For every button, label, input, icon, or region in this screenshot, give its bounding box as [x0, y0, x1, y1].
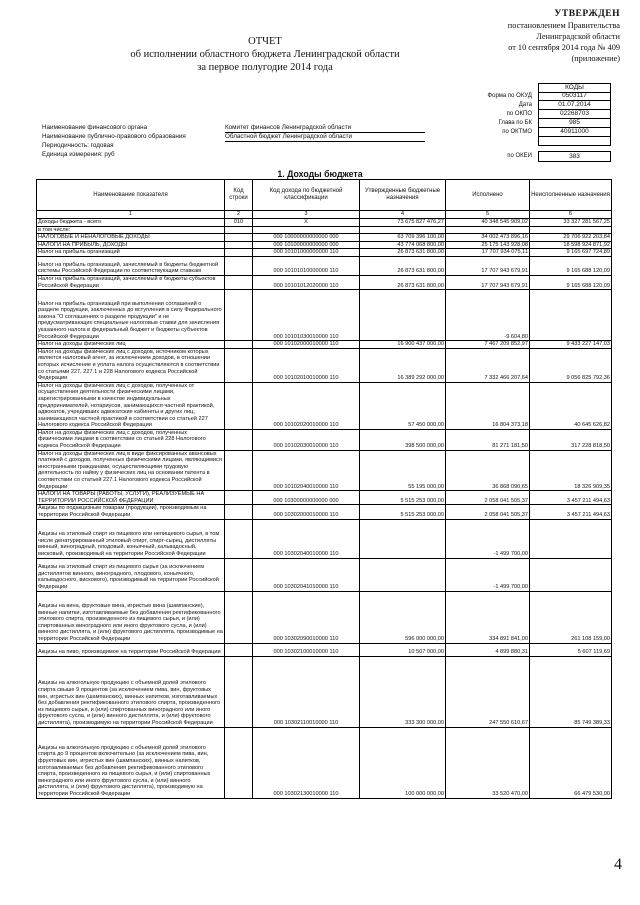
row-done: 7 467 209 852,97	[446, 341, 530, 349]
row-line-code	[225, 341, 253, 349]
table-row	[37, 591, 612, 643]
header-name: Наименование показателя	[37, 180, 225, 211]
row-left: 40 645 626,82	[530, 382, 612, 429]
row-line-code	[225, 249, 253, 257]
codes-value: 02268703	[538, 110, 611, 119]
row-done	[446, 226, 530, 234]
row-approved: 16 389 292 000,00	[360, 348, 446, 382]
row-income-code: 000 10102010010000 110	[253, 348, 360, 382]
section-title: 1. Доходы бюджета	[277, 169, 363, 179]
row-income-code: 000 10302041010000 110	[253, 558, 360, 591]
row-line-code	[225, 491, 253, 505]
header-left: Неисполненные назначения	[530, 180, 612, 211]
row-line-code	[225, 241, 253, 249]
row-done: -1 499 700,00	[446, 558, 530, 591]
table-row	[37, 382, 612, 429]
table-row	[37, 275, 612, 289]
row-done: 2 058 041 505,37	[446, 505, 530, 519]
table-row	[37, 234, 612, 242]
table-row	[37, 558, 612, 591]
row-done: 4 899 880,31	[446, 643, 530, 656]
row-left: 5 607 119,69	[530, 643, 612, 656]
row-approved: 63 709 396 100,00	[360, 234, 446, 242]
row-done: -9 604,80	[446, 290, 530, 341]
title-line1: ОТЧЕТ	[248, 36, 282, 47]
row-name: Доходы бюджета - всего	[37, 219, 225, 227]
row-done: 36 868 090,65	[446, 450, 530, 491]
income-table	[36, 179, 612, 799]
table-row	[37, 519, 612, 558]
row-left: 18 326 909,35	[530, 450, 612, 491]
header-income-code: Код дохода по бюджетной классификации	[253, 180, 360, 211]
row-approved: 100 000 000,00	[360, 727, 446, 798]
table-header-row	[37, 180, 612, 211]
row-done: -1 499 700,00	[446, 519, 530, 558]
approval-line3: от 10 сентября 2014 года № 409	[508, 43, 620, 52]
table-row	[37, 429, 612, 450]
row-name: Налог на доходы физических лиц с доходов, полученных физическими лицами в соответствии со статьей 228 Налогового кодекса Российской Федерации	[37, 429, 225, 450]
header-done: Исполнено	[446, 180, 530, 211]
row-done: 17 707 934 075,11	[446, 249, 530, 257]
unit-label: Единица измерения: руб	[42, 151, 115, 158]
okei-value: 383	[538, 151, 611, 162]
codes-label: по ОКТМО	[502, 129, 532, 135]
row-line-code	[225, 558, 253, 591]
codes-label: Глава по БК	[498, 120, 532, 126]
row-name: Налог на доходы физических лиц в виде фиксированных авансовых платежей с доходов, полученных физическими лицами, являющимися иностранными гражданами, осуществляющими трудовую деятельность по найму у физических лиц на основании патента в соответствии со статьей 227.1 Налогового кодекса Российской Федерации	[37, 450, 225, 491]
row-approved: 398 500 000,00	[360, 429, 446, 450]
row-done: 33 520 470,00	[446, 727, 530, 798]
col-number: 2	[225, 211, 253, 219]
row-income-code: 000 10100000000000 000	[253, 241, 360, 249]
table-row	[37, 219, 612, 227]
row-left: 317 228 818,50	[530, 429, 612, 450]
row-line-code	[225, 727, 253, 798]
row-done: 81 271 181,50	[446, 429, 530, 450]
row-done: 7 332 466 207,64	[446, 348, 530, 382]
row-line-code	[225, 505, 253, 519]
row-income-code: 000 10102000010000 110	[253, 341, 360, 349]
col-number: 1	[37, 211, 225, 219]
row-income-code: 000 10302040010000 110	[253, 519, 360, 558]
row-line-code	[225, 656, 253, 727]
row-approved: 10 507 000,00	[360, 643, 446, 656]
row-left: 3 457 211 494,63	[530, 505, 612, 519]
row-done: 40 348 545 909,02	[446, 219, 530, 227]
col-number: 6	[530, 211, 612, 219]
report-title	[100, 35, 430, 74]
row-line-code	[225, 519, 253, 558]
row-done: 34 002 473 896,16	[446, 234, 530, 242]
row-approved: 26 873 631 800,00	[360, 249, 446, 257]
row-name: Налог на доходы физических лиц с доходов, источником которых является налоговый агент, за исключением доходов, в отношении которых исчисление и уплата налога осуществляются в соответствии со статьями 227, 227.1 и 228 Налогового кодекса Российской Федерации	[37, 348, 225, 382]
row-name: Акцизы на вина, фруктовые вина, игристые вина (шампанские), винные напитки, изготавливаемые без добавления ректификованного этилового спирта, произведенного из пищевого сырья, и (или) спиртованных виноградного или иного фруктового сусла, и (или) винного дистиллята, и (или) фруктового дистиллята, производимые на территории Российской Федерации	[37, 591, 225, 643]
row-line-code: 010	[225, 219, 253, 227]
row-name: в том числе:	[37, 226, 225, 234]
row-left: 9 056 825 792,36	[530, 348, 612, 382]
header-approved: Утвержденные бюджетные назначения	[360, 180, 446, 211]
row-name: Акцизы на алкогольную продукцию с объемной долей этилового спирта свыше 9 процентов (за исключением пива, вин, фруктовых вин, игристых вин (шампанских), винных напитков, изготавливаемых без добавления ректификованного этилового спирта, произведенного из пищевого сырья, и (или) спиртованных виноградного или иного фруктового сусла, и (или) винного дистиллята, и (или) фруктового дистиллята), производимую на территории Российской Федерации	[37, 656, 225, 727]
row-income-code: 000 10302090010000 110	[253, 591, 360, 643]
row-approved: 57 450 000,00	[360, 382, 446, 429]
table-row	[37, 491, 612, 505]
codes-label: по ОКПО	[506, 111, 532, 117]
row-line-code	[225, 643, 253, 656]
row-left	[530, 290, 612, 341]
row-approved: 55 195 000,00	[360, 450, 446, 491]
row-approved	[360, 226, 446, 234]
title-line2: об исполнении областного бюджета Ленинградской области	[130, 49, 400, 60]
table-row	[37, 249, 612, 257]
approval-block	[470, 9, 620, 64]
row-left: 29 706 922 203,84	[530, 234, 612, 242]
row-line-code	[225, 382, 253, 429]
row-line-code	[225, 234, 253, 242]
row-income-code: 000 10302000010000 110	[253, 505, 360, 519]
col-number: 3	[253, 211, 360, 219]
row-left: 18 598 924 871,92	[530, 241, 612, 249]
row-left: 9 165 688 120,09	[530, 275, 612, 289]
row-name: Налог на доходы физических лиц	[37, 341, 225, 349]
row-line-code	[225, 226, 253, 234]
row-name: Налог на доходы физических лиц с доходов, полученных от осуществления деятельности физическими лицами, зарегистрированными в качестве индивидуальных предпринимателей, нотариусов, занимающихся частной практикой, адвокатов, учредивших адвокатские кабинеты и других лиц, занимающихся частной практикой в соответствии со статьей 227 Налогового кодекса Российской Федерации	[37, 382, 225, 429]
row-left: 33 327 281 567,25	[530, 219, 612, 227]
row-income-code: 000 10302110010000 110	[253, 656, 360, 727]
budget-label: Наименование публично-правового образования	[42, 133, 186, 140]
row-left: 3 457 211 494,63	[530, 491, 612, 505]
codes-value: 01.07.2014	[538, 101, 611, 110]
row-income-code: 000 10302130010000 110	[253, 727, 360, 798]
row-name: Акцизы на пиво, производимое на территории Российской Федерации	[37, 643, 225, 656]
row-approved: 43 774 068 800,00	[360, 241, 446, 249]
row-line-code	[225, 450, 253, 491]
row-name: Налог на прибыль организаций, зачисляемый в бюджеты субъектов Российской Федерации	[37, 275, 225, 289]
row-line-code	[225, 348, 253, 382]
row-name: НАЛОГИ НА ПРИБЫЛЬ, ДОХОДЫ	[37, 241, 225, 249]
header-line-code: Код строки	[225, 180, 253, 211]
row-approved: 26 873 631 800,00	[360, 256, 446, 275]
row-line-code	[225, 429, 253, 450]
row-approved	[360, 290, 446, 341]
table-row	[37, 226, 612, 234]
row-approved: 26 873 631 800,00	[360, 275, 446, 289]
row-done: 17 707 943 679,91	[446, 275, 530, 289]
row-income-code: 000 10000000000000 000	[253, 234, 360, 242]
approval-heading: УТВЕРЖДЕН	[554, 9, 620, 19]
row-left: 9 433 227 147,03	[530, 341, 612, 349]
row-name: Акцизы по подакцизным товарам (продукции), производимым на территории Российской Федерации	[37, 505, 225, 519]
table-row	[37, 241, 612, 249]
row-line-code	[225, 275, 253, 289]
row-approved: 16 900 437 000,00	[360, 341, 446, 349]
row-done: 16 804 373,18	[446, 382, 530, 429]
row-approved: 73 675 827 476,27	[360, 219, 446, 227]
table-row	[37, 727, 612, 798]
row-income-code: 000 10302100010000 110	[253, 643, 360, 656]
okei-label: по ОКЕИ	[507, 153, 532, 159]
column-number-row	[37, 211, 612, 219]
row-name: Налог на прибыль организаций при выполнении соглашений о разделе продукции, заключенных до вступления в силу Федерального закона "О соглашениях о разделе продукции" и не предусматривающих специальные налоговые ставки для зачисления указанного налога в федеральный бюджет и бюджеты субъектов Российской Федерации	[37, 290, 225, 341]
org-label: Наименование финансового органа	[42, 124, 148, 131]
row-line-code	[225, 290, 253, 341]
row-approved: 333 300 000,00	[360, 656, 446, 727]
codes-value: 985	[538, 119, 611, 128]
approval-line4: (приложение)	[571, 54, 620, 63]
row-done: 25 175 143 928,08	[446, 241, 530, 249]
row-name: Акцизы на этиловый спирт из пищевого сырья (за исключением дистиллятов винного, виноградного, плодового, коньячного, кальвадосного, вискового), производимый на территории Российской Федерации	[37, 558, 225, 591]
row-line-code	[225, 591, 253, 643]
row-income-code: 000 10101000000000 110	[253, 249, 360, 257]
row-left: 66 479 530,00	[530, 727, 612, 798]
budget-value: Областной бюджет Ленинградской области	[225, 133, 425, 142]
row-income-code: 000 10300000000000 000	[253, 491, 360, 505]
col-number: 5	[446, 211, 530, 219]
table-row	[37, 643, 612, 656]
row-income-code: X	[253, 219, 360, 227]
row-done: 2 058 041 505,37	[446, 491, 530, 505]
table-row	[37, 348, 612, 382]
table-row	[37, 450, 612, 491]
row-income-code: 000 10102040010000 110	[253, 450, 360, 491]
table-row	[37, 256, 612, 275]
codes-value: 40911000	[538, 128, 611, 137]
row-name: Акцизы на алкогольную продукцию с объемной долей этилового спирта до 9 процентов включительно (за исключением пива, вин, фруктовых вин, игристых вин (шампанских), винных напитков, изготавливаемых без добавления ректификованного этилового спирта, произведенного из пищевого сырья, и (или) спиртованных виноградного или иного фруктового сусла, и (или) винного дистиллята, и (или) фруктового дистиллята), производимую на территории Российской Федерации	[37, 727, 225, 798]
row-approved: 596 000 000,00	[360, 591, 446, 643]
table-row	[37, 290, 612, 341]
col-number: 4	[360, 211, 446, 219]
approval-line2: Ленинградской области	[536, 32, 620, 41]
row-left: 85 749 389,33	[530, 656, 612, 727]
row-done: 17 707 943 679,91	[446, 256, 530, 275]
page-number: 4	[614, 856, 622, 873]
row-name: Акцизы на этиловый спирт из пищевого или непищевого сырья, в том числе денатурированный этиловый спирт, спирт-сырец, дистилляты винный, виноградный, плодовый, коньячный, кальвадосный, висковый, производимый на территории Российской Федерации	[37, 519, 225, 558]
row-done: 334 891 841,00	[446, 591, 530, 643]
row-approved	[360, 558, 446, 591]
row-income-code: 000 10102020010000 110	[253, 382, 360, 429]
row-done: 247 550 610,67	[446, 656, 530, 727]
row-left: 261 108 159,00	[530, 591, 612, 643]
table-row	[37, 505, 612, 519]
row-left	[530, 226, 612, 234]
codes-header: КОДЫ	[538, 83, 611, 93]
row-left: 9 165 697 724,89	[530, 249, 612, 257]
codes-value: 0503117	[538, 92, 611, 101]
row-approved: 5 515 253 000,00	[360, 505, 446, 519]
row-income-code	[253, 226, 360, 234]
row-name: Налог на прибыль организаций, зачисляемый в бюджеты бюджетной системы Российской Федерации по соответствующим ставкам	[37, 256, 225, 275]
row-income-code: 000 10101012020000 110	[253, 275, 360, 289]
approval-line1: постановлением Правительства	[507, 21, 620, 30]
row-name: Налог на прибыль организаций	[37, 249, 225, 257]
codes-label: Дата	[518, 102, 532, 108]
title-line3: за первое полугодие 2014 года	[197, 62, 333, 73]
row-line-code	[225, 256, 253, 275]
codes-label: Форма по ОКУД	[487, 93, 532, 99]
row-approved: 5 515 253 000,00	[360, 491, 446, 505]
table-row	[37, 341, 612, 349]
row-income-code: 000 10101010000000 110	[253, 256, 360, 275]
codes-value	[538, 137, 611, 146]
row-name: НАЛОГОВЫЕ И НЕНАЛОГОВЫЕ ДОХОДЫ	[37, 234, 225, 242]
row-left: 9 165 688 120,09	[530, 256, 612, 275]
row-left	[530, 519, 612, 558]
row-income-code: 000 10102030010000 110	[253, 429, 360, 450]
org-value: Комитет финансов Ленинградской области	[225, 124, 425, 133]
row-approved	[360, 519, 446, 558]
row-left	[530, 558, 612, 591]
table-row	[37, 656, 612, 727]
row-income-code: 000 10101030010000 110	[253, 290, 360, 341]
row-name: НАЛОГИ НА ТОВАРЫ (РАБОТЫ, УСЛУГИ), РЕАЛИЗУЕМЫЕ НА ТЕРРИТОРИИ РОССИЙСКОЙ ФЕДЕРАЦИИ	[37, 491, 225, 505]
period-label: Периодичность: годовая	[42, 142, 114, 149]
